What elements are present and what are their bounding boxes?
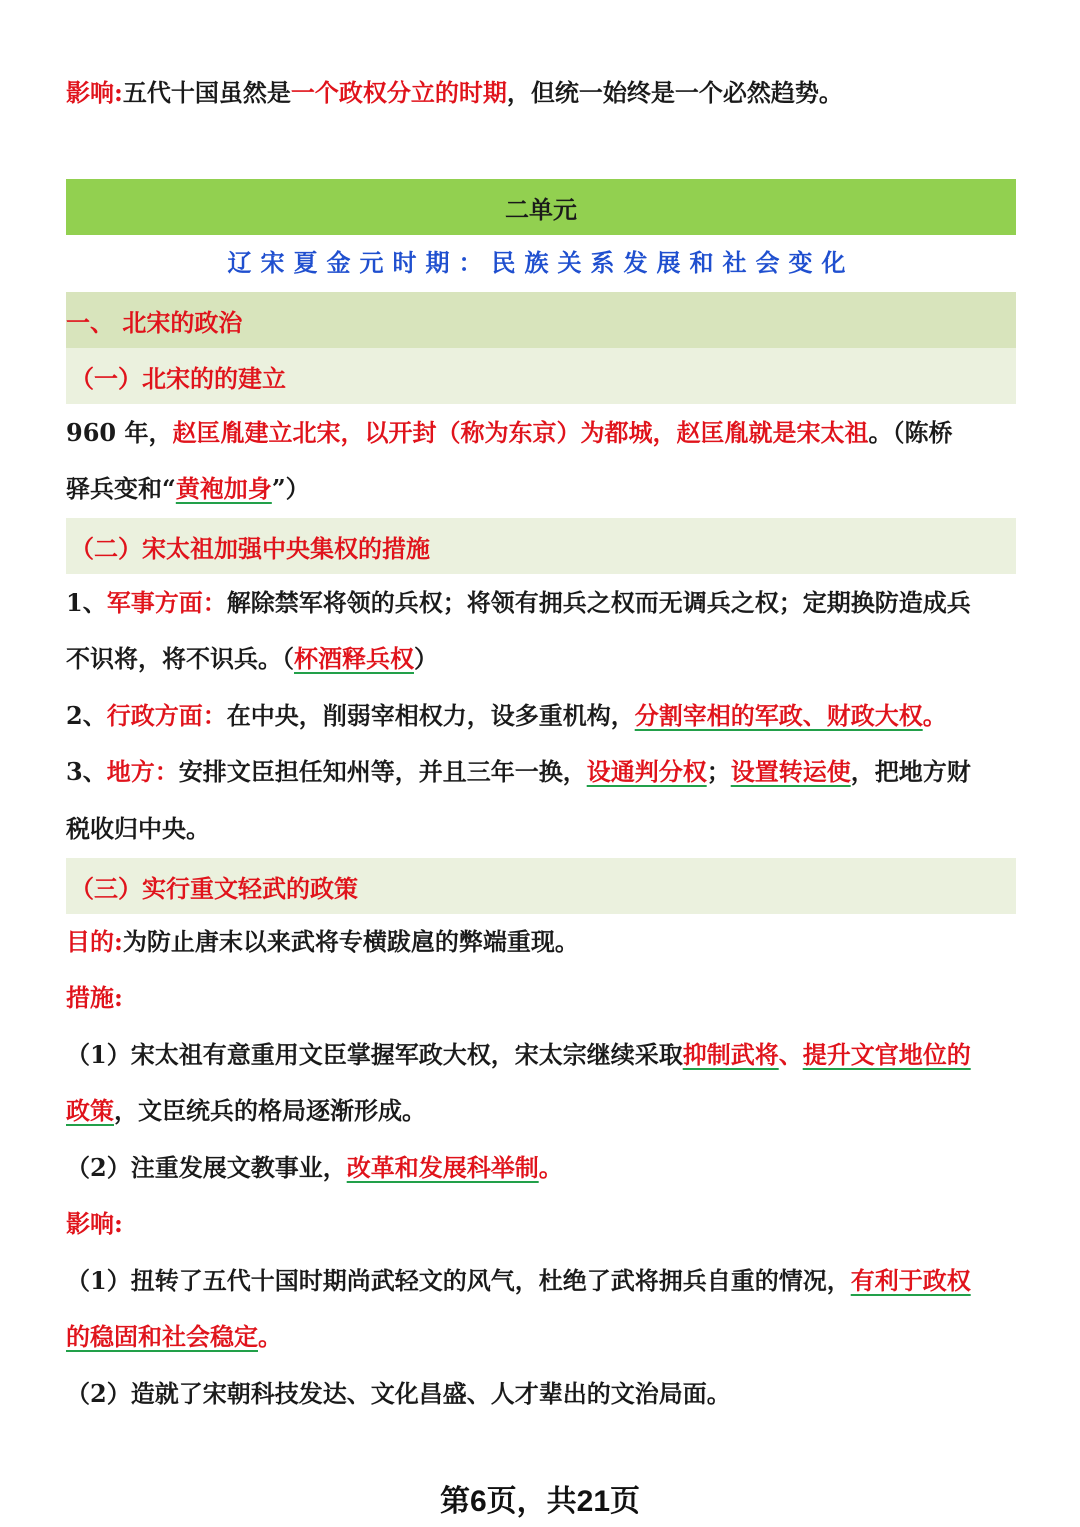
measure-number: 2、 <box>66 701 107 730</box>
influence-label: 影响: <box>66 78 123 107</box>
measure-local-line-2 <box>66 812 1016 846</box>
measure-key: 分割宰相的军政、财政大权 <box>634 701 923 730</box>
unit-title: 二单元 <box>505 194 577 224</box>
measure-key: 设通判分权 <box>586 757 707 786</box>
measure-label: 行政方面： <box>106 701 227 730</box>
purpose-label: 目的: <box>66 927 123 956</box>
section-title: 一、 北宋的政治 <box>66 307 243 337</box>
policy-key: 提升文官地位的 <box>802 1040 971 1069</box>
influence-item-text: （1）扭转了五代十国时期尚武轻文的风气，杜绝了武将拥兵自重的情况， <box>66 1266 851 1295</box>
policy-key: 政策 <box>66 1096 114 1125</box>
influence-heading <box>66 1207 1016 1241</box>
measure-sep: ； <box>706 757 731 786</box>
measure-military-line-1 <box>66 586 1016 620</box>
measure-local-line-1 <box>66 755 1016 789</box>
huangpao-key: 黄袍加身 <box>175 474 272 503</box>
measure-number: 1、 <box>66 588 107 617</box>
measure-label: 军事方面： <box>106 588 227 617</box>
measure-text: ，把地方财 <box>850 757 971 786</box>
influence-key: 一个政权分立的时期 <box>290 78 507 107</box>
purpose-text: 为防止唐末以来武将专横跋扈的弊端重现。 <box>122 927 579 956</box>
measures-heading <box>66 981 1016 1015</box>
page-number-footer: 第6页，共21页 <box>439 1485 641 1518</box>
influence-item-text: （2）造就了宋朝科技发达、文化昌盛、人才辈出的文治局面。 <box>66 1379 731 1408</box>
subsection-title-2: （二）宋太祖加强中央集权的措施 <box>70 533 430 563</box>
measure-end: ） <box>414 644 438 673</box>
measure-military-line-2 <box>66 642 1016 676</box>
subsection-title-1: （一）北宋的的建立 <box>70 363 286 393</box>
measure-text: 不识将，将不识兵。（ <box>66 644 294 673</box>
purpose-line <box>66 925 1016 959</box>
policy-text: （2）注重发展文教事业， <box>66 1153 347 1182</box>
influence-item-key: 有利于政权 <box>850 1266 971 1295</box>
measure-admin-line <box>66 699 1016 733</box>
influence-item-end: 。 <box>258 1322 282 1351</box>
founding-line-2 <box>66 472 1016 506</box>
subsection-heading-3 <box>66 858 1016 914</box>
measure-text: 安排文臣担任知州等，并且三年一换， <box>178 757 587 786</box>
section-heading <box>66 292 1016 348</box>
policy-text: （1）宋太祖有意重用文臣掌握军政大权，宋太宗继续采取 <box>66 1040 683 1069</box>
subsection-title-3: （三）实行重文轻武的政策 <box>70 873 358 903</box>
unit-title-bar <box>66 179 1016 235</box>
subsection-heading-2 <box>66 518 1016 574</box>
measure-text: 解除禁军将领的兵权；将领有拥兵之权而无调兵之权；定期换防造成兵 <box>226 588 971 617</box>
influence-text: 五代十国虽然是 <box>122 78 291 107</box>
subsection-heading-1 <box>66 348 1016 404</box>
influence-item-key: 的稳固和社会稳定 <box>66 1322 258 1351</box>
policy-sep: 、 <box>778 1040 803 1069</box>
policy-end: 。 <box>538 1153 563 1182</box>
founding-note-2: 驿兵变和“ <box>66 474 176 503</box>
policy-measure-1-line-2 <box>66 1094 1016 1128</box>
unit-subtitle: 辽宋夏金元时期：民族关系发展和社会变化 <box>227 248 855 277</box>
policy-text: ，文臣统兵的格局逐渐形成。 <box>114 1096 426 1125</box>
measure-key: 杯酒释兵权 <box>294 644 414 673</box>
measure-key: 设置转运使 <box>730 757 851 786</box>
founding-line-1 <box>66 416 1016 450</box>
influence-1-line-1 <box>66 1264 1016 1298</box>
influence-1-line-2 <box>66 1320 1016 1354</box>
influence-section-label: 影响: <box>66 1209 123 1238</box>
influence-2-line <box>66 1377 1016 1411</box>
measure-text: 税收归中央。 <box>66 814 210 843</box>
policy-key: 改革和发展科举制 <box>346 1153 539 1182</box>
influence-text-end: ，但统一始终是一个必然趋势。 <box>506 78 843 107</box>
measure-number: 3、 <box>66 757 107 786</box>
measure-end: 。 <box>922 701 947 730</box>
policy-measure-2-line <box>66 1151 1016 1185</box>
founding-note-end: ”） <box>271 474 310 503</box>
policy-key: 抑制武将 <box>682 1040 779 1069</box>
measures-label: 措施: <box>66 983 123 1012</box>
measure-label: 地方： <box>106 757 179 786</box>
intro-influence-line <box>66 76 1016 110</box>
policy-measure-1-line-1 <box>66 1038 1016 1072</box>
year-text: 960 年， <box>66 418 173 447</box>
founding-note: 。（陈桥 <box>868 418 953 447</box>
measure-text: 在中央，削弱宰相权力，设多重机构， <box>226 701 635 730</box>
founding-key: 赵匡胤建立北宋，以开封（称为东京）为都城，赵匡胤就是宋太祖 <box>172 418 869 447</box>
